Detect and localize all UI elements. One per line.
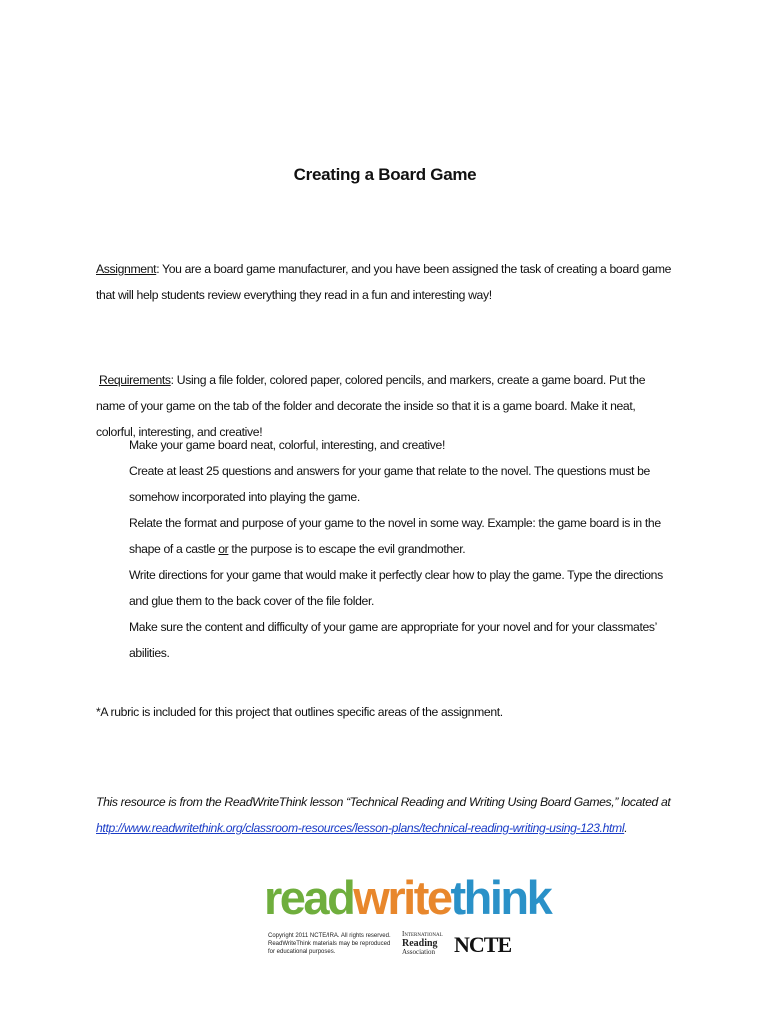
resource-text: This resource is from the ReadWriteThink lesson “Technical Reading and Writing Using Board Games,” located at <box>96 795 671 809</box>
readwritethink-logo <box>264 871 551 972</box>
list-item: Create at least 25 questions and answers for your game that relate to the novel. The questions must be somehow incorporated into playing the game. <box>129 464 650 504</box>
ira-logo: International Reading Association <box>402 930 443 956</box>
copyright-notice: Copyright 2011 NCTE/IRA. All rights reserved. ReadWriteThink materials may be reproduced for educational purposes. <box>268 933 391 955</box>
list-item: Make sure the content and difficulty of your game are appropriate for your novel and for your classmates’ abilities. <box>129 620 657 660</box>
page-title: Creating a Board Game <box>293 165 477 184</box>
list-item: Relate the format and purpose of your game to the novel in some way. Example: the game board is in the shape of a castle or the purpose is to escape the evil grandmother. <box>129 516 661 556</box>
rubric-note: *A rubric is included for this project that outlines specific areas of the assignment. <box>96 705 503 719</box>
ncte-logo: NCTE <box>454 932 512 957</box>
assignment-label: Assignment <box>96 262 157 276</box>
logo-wordmark: readwritethink <box>264 871 551 924</box>
requirements-label: Requirements <box>99 373 171 387</box>
list-item: Make your game board neat, colorful, interesting, and creative! <box>129 438 445 452</box>
list-item: Write directions for your game that would make it perfectly clear how to play the game. Type the directions and glue them to the back cover of the file folder. <box>129 568 663 608</box>
requirements-text: : Using a file folder, colored paper, colored pencils, and markers, create a game board. Put the name of your game on the tab of the folder and decorate the inside so that it is a game board. Make it neat, colorful, interesting, and creative! <box>96 373 646 439</box>
requirements-list <box>113 432 673 666</box>
assignment-text: : You are a board game manufacturer, and you have been assigned the task of creating a board game that will help students review everything they read in a fun and interesting way! <box>96 262 672 302</box>
resource-citation: This resource is from the ReadWriteThink lesson “Technical Reading and Writing Using Board Games,” located at http://www.readwritethink.org/classroom-resources/lesson-plans/technical-reading-writing-using-123.html. <box>96 795 671 835</box>
assignment-paragraph <box>96 256 676 308</box>
resource-link[interactable]: http://www.readwritethink.org/classroom-resources/lesson-plans/technical-reading-writing-using-123.html <box>96 821 625 835</box>
